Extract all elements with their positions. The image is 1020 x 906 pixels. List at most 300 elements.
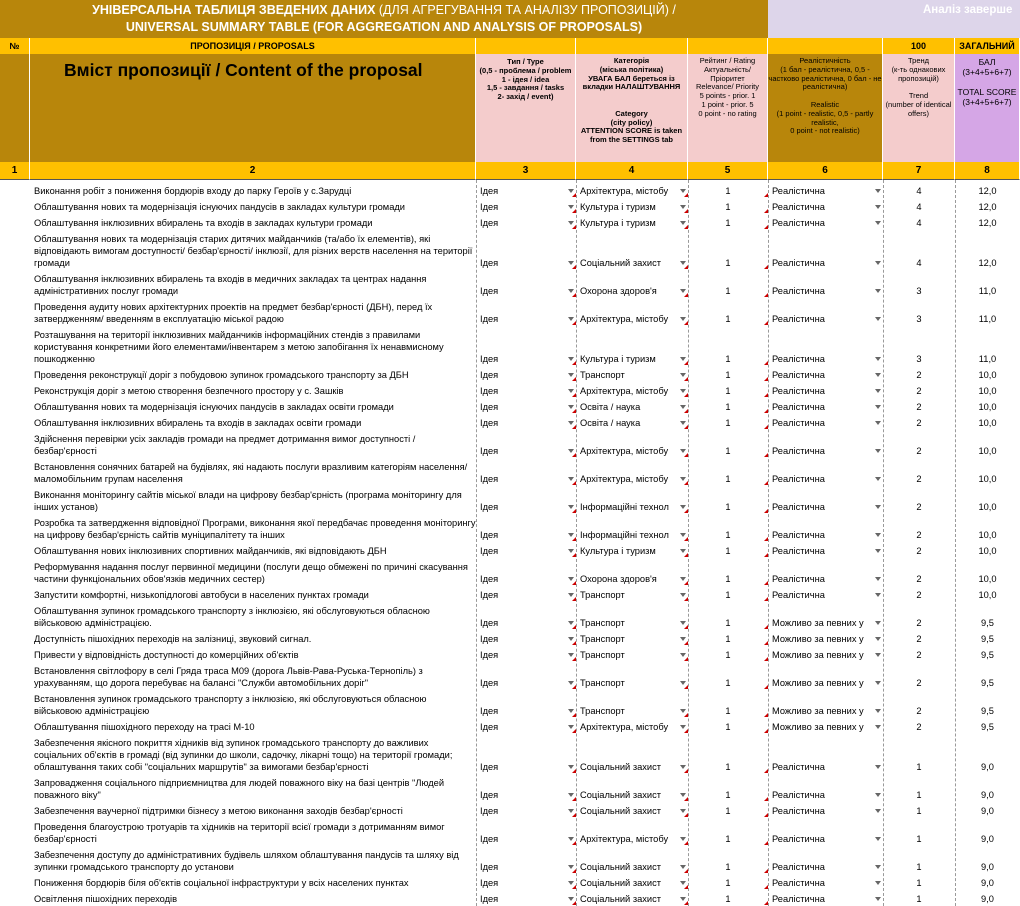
cell-rating[interactable] [688,541,768,557]
dropdown-arrow-icon[interactable] [875,637,881,641]
cell-rating[interactable] [688,817,768,845]
trend-value: 2 [916,530,922,540]
cell-total[interactable] [955,773,1020,801]
cell-realism[interactable] [768,889,883,905]
cell-type[interactable] [476,717,576,733]
cell-content[interactable] [30,397,476,413]
cell-category[interactable] [576,557,688,585]
cell-trend[interactable] [883,817,955,845]
cell-rating[interactable] [688,297,768,325]
cell-realism[interactable] [768,457,883,485]
cell-trend[interactable] [883,457,955,485]
cell-content[interactable] [30,557,476,585]
dropdown-arrow-icon[interactable] [875,189,881,193]
cell-realism[interactable] [768,397,883,413]
cell-category[interactable] [576,269,688,297]
cell-realism[interactable] [768,557,883,585]
cell-realism[interactable] [768,689,883,717]
cell-type[interactable] [476,297,576,325]
cell-trend[interactable] [883,413,955,429]
type-value: Ідея [480,834,499,844]
cell-realism[interactable] [768,845,883,873]
cell-content[interactable] [30,229,476,269]
cell-type[interactable] [476,817,576,845]
dropdown-arrow-icon[interactable] [875,865,881,869]
dropdown-arrow-icon[interactable] [875,837,881,841]
cell-total[interactable] [955,873,1020,889]
cell-type[interactable] [476,629,576,645]
dropdown-arrow-icon[interactable] [875,505,881,509]
cell-category[interactable] [576,485,688,513]
cell-total[interactable] [955,629,1020,645]
cell-rating[interactable] [688,197,768,213]
dropdown-arrow-icon[interactable] [875,261,881,265]
realism-value: Реалістична [772,218,825,228]
dropdown-arrow-icon[interactable] [875,881,881,885]
dropdown-arrow-icon[interactable] [875,593,881,597]
header-total-label[interactable]: ЗАГАЛЬНИЙ [955,38,1020,54]
cell-total[interactable] [955,733,1020,773]
cell-type[interactable] [476,889,576,905]
cell-type[interactable] [476,661,576,689]
cell-trend[interactable] [883,365,955,381]
cell-content[interactable] [30,661,476,689]
dropdown-arrow-icon[interactable] [875,681,881,685]
cell-rating[interactable] [688,733,768,773]
cell-content[interactable] [30,889,476,905]
cell-content[interactable] [30,541,476,557]
cell-total[interactable] [955,801,1020,817]
content-value: Доступність пішохідних переходів на залізниці, звуковий сигнал. [34,634,312,644]
cell-category[interactable] [576,365,688,381]
realism-value: Реалістична [772,530,825,540]
header-type[interactable]: Тип / Type (0,5 - проблема / problem 1 - ідея / idea 1,5 - завдання / tasks 2- захід / event) [476,54,576,162]
cell-type[interactable] [476,689,576,717]
dropdown-arrow-icon[interactable] [875,621,881,625]
cell-trend[interactable] [883,601,955,629]
cell-total[interactable] [955,197,1020,213]
cell-type[interactable] [476,181,576,197]
cell-content[interactable] [30,429,476,457]
cell-type[interactable] [476,269,576,297]
cell-total[interactable] [955,325,1020,365]
cell-trend[interactable] [883,585,955,601]
header-content[interactable]: Вміст пропозиції / Content of the proposal [30,54,476,162]
rating-value: 1 [725,258,731,268]
cell-trend[interactable] [883,181,955,197]
cell-realism[interactable] [768,601,883,629]
cell-content[interactable] [30,269,476,297]
cell-trend[interactable] [883,297,955,325]
cell-type[interactable] [476,513,576,541]
cell-realism[interactable] [768,197,883,213]
header-blank-6[interactable] [768,38,883,54]
cell-realism[interactable] [768,661,883,689]
cell-type[interactable] [476,457,576,485]
header-rating[interactable]: Рейтинг / Rating Актуальність/ Пріоритет Relevance/ Priority 5 points - prior. 1 1 point - prior. 5 0 point - no rating [688,54,768,162]
header-blank-5[interactable] [688,38,768,54]
cell-trend[interactable] [883,513,955,541]
realism-value: Реалістична [772,354,825,364]
cell-total[interactable] [955,717,1020,733]
cell-total[interactable] [955,601,1020,629]
dropdown-arrow-icon[interactable] [875,357,881,361]
cell-content[interactable] [30,629,476,645]
cell-content[interactable] [30,325,476,365]
cell-type[interactable] [476,325,576,365]
cell-type[interactable] [476,381,576,397]
rating-value: 1 [725,678,731,688]
cell-total[interactable] [955,181,1020,197]
cell-total[interactable] [955,845,1020,873]
cell-category[interactable] [576,817,688,845]
dropdown-arrow-icon[interactable] [875,221,881,225]
cell-trend[interactable] [883,229,955,269]
type-value: Ідея [480,402,499,412]
cell-type[interactable] [476,485,576,513]
col-number-1[interactable]: 1 [0,162,30,180]
cell-total[interactable] [955,557,1020,585]
cell-type[interactable] [476,397,576,413]
cell-type[interactable] [476,645,576,661]
cell-type[interactable] [476,429,576,457]
cell-total[interactable] [955,457,1020,485]
cell-total[interactable] [955,513,1020,541]
cell-realism[interactable] [768,873,883,889]
cell-total[interactable] [955,889,1020,905]
col-number-4[interactable]: 4 [576,162,688,180]
cell-content[interactable] [30,413,476,429]
cell-type[interactable] [476,229,576,269]
table-row [0,629,1020,645]
cell-category[interactable] [576,229,688,269]
col-number-2[interactable]: 2 [30,162,476,180]
cell-category[interactable] [576,197,688,213]
type-value: Ідея [480,878,499,888]
cell-category[interactable] [576,873,688,889]
cell-rating[interactable] [688,513,768,541]
cell-trend[interactable] [883,397,955,413]
cell-trend[interactable] [883,325,955,365]
cell-type[interactable] [476,213,576,229]
cell-total[interactable] [955,365,1020,381]
category-value: Транспорт [580,618,625,628]
realism-value: Можливо за певних у [772,650,864,660]
cell-realism[interactable] [768,629,883,645]
cell-total[interactable] [955,585,1020,601]
cell-rating[interactable] [688,801,768,817]
trend-value: 1 [916,878,922,888]
cell-content[interactable] [30,733,476,773]
cell-content[interactable] [30,845,476,873]
total-value: 9,0 [981,806,994,816]
cell-content[interactable] [30,457,476,485]
cell-content[interactable] [30,873,476,889]
cell-category[interactable] [576,845,688,873]
cell-realism[interactable] [768,325,883,365]
cell-trend[interactable] [883,485,955,513]
cell-rating[interactable] [688,325,768,365]
cell-rating[interactable] [688,181,768,197]
cell-total[interactable] [955,397,1020,413]
cell-rating[interactable] [688,601,768,629]
cell-realism[interactable] [768,645,883,661]
cell-type[interactable] [476,413,576,429]
cell-trend[interactable] [883,873,955,889]
cell-type[interactable] [476,845,576,873]
cell-category[interactable] [576,213,688,229]
cell-trend[interactable] [883,661,955,689]
cell-category[interactable] [576,601,688,629]
cell-rating[interactable] [688,689,768,717]
cell-trend[interactable] [883,733,955,773]
type-value: Ідея [480,706,499,716]
dropdown-arrow-icon[interactable] [875,533,881,537]
cell-trend[interactable] [883,381,955,397]
cell-content[interactable] [30,181,476,197]
dropdown-arrow-icon[interactable] [875,897,881,901]
cell-trend[interactable] [883,889,955,905]
dropdown-arrow-icon[interactable] [875,449,881,453]
cell-category[interactable] [576,325,688,365]
category-value: Інформаційні технол [580,530,669,540]
header-total[interactable]: БАЛ (3+4+5+6+7) TOTAL SCORE (3+4+5+6+7) [955,54,1020,162]
cell-total[interactable] [955,661,1020,689]
cell-type[interactable] [476,197,576,213]
cell-total[interactable] [955,817,1020,845]
cell-realism[interactable] [768,733,883,773]
dropdown-arrow-icon[interactable] [875,765,881,769]
cell-rating[interactable] [688,845,768,873]
dropdown-arrow-icon[interactable] [875,389,881,393]
col-number-5[interactable]: 5 [688,162,768,180]
cell-realism[interactable] [768,801,883,817]
cell-category[interactable] [576,397,688,413]
cell-type[interactable] [476,773,576,801]
cell-rating[interactable] [688,873,768,889]
cell-total[interactable] [955,381,1020,397]
cell-total[interactable] [955,213,1020,229]
cell-content[interactable] [30,197,476,213]
cell-trend[interactable] [883,717,955,733]
cell-realism[interactable] [768,585,883,601]
cell-rating[interactable] [688,889,768,905]
cell-rating[interactable] [688,485,768,513]
cell-trend[interactable] [883,845,955,873]
category-value: Соціальний захист [580,806,661,816]
cell-category[interactable] [576,629,688,645]
cell-trend[interactable] [883,689,955,717]
trend-value: 2 [916,574,922,584]
dropdown-arrow-icon[interactable] [875,549,881,553]
dropdown-arrow-icon[interactable] [875,725,881,729]
cell-trend[interactable] [883,429,955,457]
cell-content[interactable] [30,817,476,845]
cell-rating[interactable] [688,381,768,397]
cell-rating[interactable] [688,229,768,269]
dropdown-arrow-icon[interactable] [875,289,881,293]
cell-rating[interactable] [688,213,768,229]
cell-type[interactable] [476,557,576,585]
dropdown-arrow-icon[interactable] [875,477,881,481]
cell-category[interactable] [576,297,688,325]
cell-total[interactable] [955,429,1020,457]
cell-rating[interactable] [688,413,768,429]
cell-rating[interactable] [688,397,768,413]
cell-rating[interactable] [688,661,768,689]
cell-category[interactable] [576,541,688,557]
cell-content[interactable] [30,801,476,817]
cell-category[interactable] [576,585,688,601]
cell-content[interactable] [30,213,476,229]
cell-category[interactable] [576,773,688,801]
cell-trend[interactable] [883,557,955,585]
cell-category[interactable] [576,381,688,397]
cell-realism[interactable] [768,513,883,541]
col-number-8[interactable]: 8 [955,162,1020,180]
cell-rating[interactable] [688,645,768,661]
header-blank-3[interactable] [476,38,576,54]
cell-trend[interactable] [883,629,955,645]
cell-type[interactable] [476,541,576,557]
content-value: Облаштування пішохідного переходу на трасі М-10 [34,722,255,732]
cell-realism[interactable] [768,297,883,325]
cell-type[interactable] [476,365,576,381]
cell-content[interactable] [30,773,476,801]
category-value: Культура і туризм [580,202,656,212]
cell-realism[interactable] [768,429,883,457]
dropdown-arrow-icon[interactable] [875,405,881,409]
cell-content[interactable] [30,585,476,601]
cell-content[interactable] [30,513,476,541]
cell-realism[interactable] [768,269,883,297]
cell-rating[interactable] [688,557,768,585]
dropdown-arrow-icon[interactable] [875,421,881,425]
cell-content[interactable] [30,381,476,397]
cell-category[interactable] [576,429,688,457]
cell-total[interactable] [955,297,1020,325]
cell-content[interactable] [30,485,476,513]
cell-total[interactable] [955,541,1020,557]
cell-rating[interactable] [688,773,768,801]
cell-realism[interactable] [768,773,883,801]
dropdown-arrow-icon[interactable] [875,793,881,797]
cell-rating[interactable] [688,629,768,645]
cell-content[interactable] [30,645,476,661]
total-value: 10,0 [978,370,997,380]
content-value: Облаштування зупинок громадського транспорту з інклюзією, які обслуговуються обласною військовою адміністрацією. [34,606,430,628]
header-realism[interactable]: Реалістичність (1 бал - реалістична, 0,5 - частково реалістична, 0 бал - не реалістична) Realistic (1 point - realistic, 0,5 - partly realistic, 0 point - not realistic) [768,54,883,162]
cell-type[interactable] [476,601,576,629]
cell-category[interactable] [576,181,688,197]
cell-total[interactable] [955,413,1020,429]
cell-realism[interactable] [768,413,883,429]
col-number-6[interactable]: 6 [768,162,883,180]
dropdown-arrow-icon[interactable] [875,317,881,321]
dropdown-arrow-icon[interactable] [875,809,881,813]
cell-total[interactable] [955,485,1020,513]
cell-total[interactable] [955,269,1020,297]
cell-category[interactable] [576,717,688,733]
cell-total[interactable] [955,645,1020,661]
cell-content[interactable] [30,365,476,381]
header-cell-no[interactable] [0,54,30,162]
cell-total[interactable] [955,229,1020,269]
cell-content[interactable] [30,601,476,629]
cell-type[interactable] [476,733,576,773]
cell-category[interactable] [576,457,688,485]
cell-trend[interactable] [883,541,955,557]
cell-type[interactable] [476,801,576,817]
realism-value: Можливо за певних у [772,706,864,716]
cell-type[interactable] [476,585,576,601]
dropdown-arrow-icon[interactable] [875,205,881,209]
cell-category[interactable] [576,889,688,905]
cell-trend[interactable] [883,269,955,297]
cell-trend[interactable] [883,197,955,213]
header-trend[interactable]: Тренд (к-ть однакових пропозицій) Trend (number of identical offers) [883,54,955,162]
header-no[interactable]: № [0,38,30,54]
header-category[interactable]: Категорія (міська політика) УВАГА БАЛ береться із вкладки НАЛАШТУВАННЯ Category (city policy) ATTENTION SCORE is taken from the SETTINGS tab [576,54,688,162]
cell-rating[interactable] [688,365,768,381]
header-proposals[interactable]: ПРОПОЗИЦІЯ / PROPOSALS [30,38,476,54]
col-number-3[interactable]: 3 [476,162,576,180]
header-blank-4[interactable] [576,38,688,54]
cell-realism[interactable] [768,541,883,557]
trend-value: 3 [916,314,922,324]
cell-content[interactable] [30,717,476,733]
cell-category[interactable] [576,733,688,773]
cell-rating[interactable] [688,429,768,457]
cell-total[interactable] [955,689,1020,717]
cell-realism[interactable] [768,229,883,269]
cell-trend[interactable] [883,645,955,661]
dropdown-arrow-icon[interactable] [875,577,881,581]
cell-rating[interactable] [688,269,768,297]
dropdown-arrow-icon[interactable] [875,373,881,377]
cell-realism[interactable] [768,817,883,845]
cell-trend[interactable] [883,213,955,229]
dropdown-arrow-icon[interactable] [875,709,881,713]
cell-realism[interactable] [768,381,883,397]
col-number-7[interactable]: 7 [883,162,955,180]
rating-value: 1 [725,386,731,396]
dropdown-arrow-icon[interactable] [875,653,881,657]
cell-rating[interactable] [688,585,768,601]
cell-category[interactable] [576,801,688,817]
cell-realism[interactable] [768,485,883,513]
cell-trend[interactable] [883,773,955,801]
cell-category[interactable] [576,645,688,661]
cell-trend[interactable] [883,801,955,817]
table-title-banner [0,0,768,38]
cell-content[interactable] [30,689,476,717]
cell-realism[interactable] [768,181,883,197]
cell-rating[interactable] [688,457,768,485]
cell-rating[interactable] [688,717,768,733]
header-count[interactable]: 100 [883,38,955,54]
cell-realism[interactable] [768,717,883,733]
cell-category[interactable] [576,689,688,717]
cell-category[interactable] [576,513,688,541]
cell-realism[interactable] [768,365,883,381]
cell-category[interactable] [576,413,688,429]
cell-type[interactable] [476,873,576,889]
trend-value: 2 [916,402,922,412]
cell-content[interactable] [30,297,476,325]
cell-realism[interactable] [768,213,883,229]
cell-category[interactable] [576,661,688,689]
